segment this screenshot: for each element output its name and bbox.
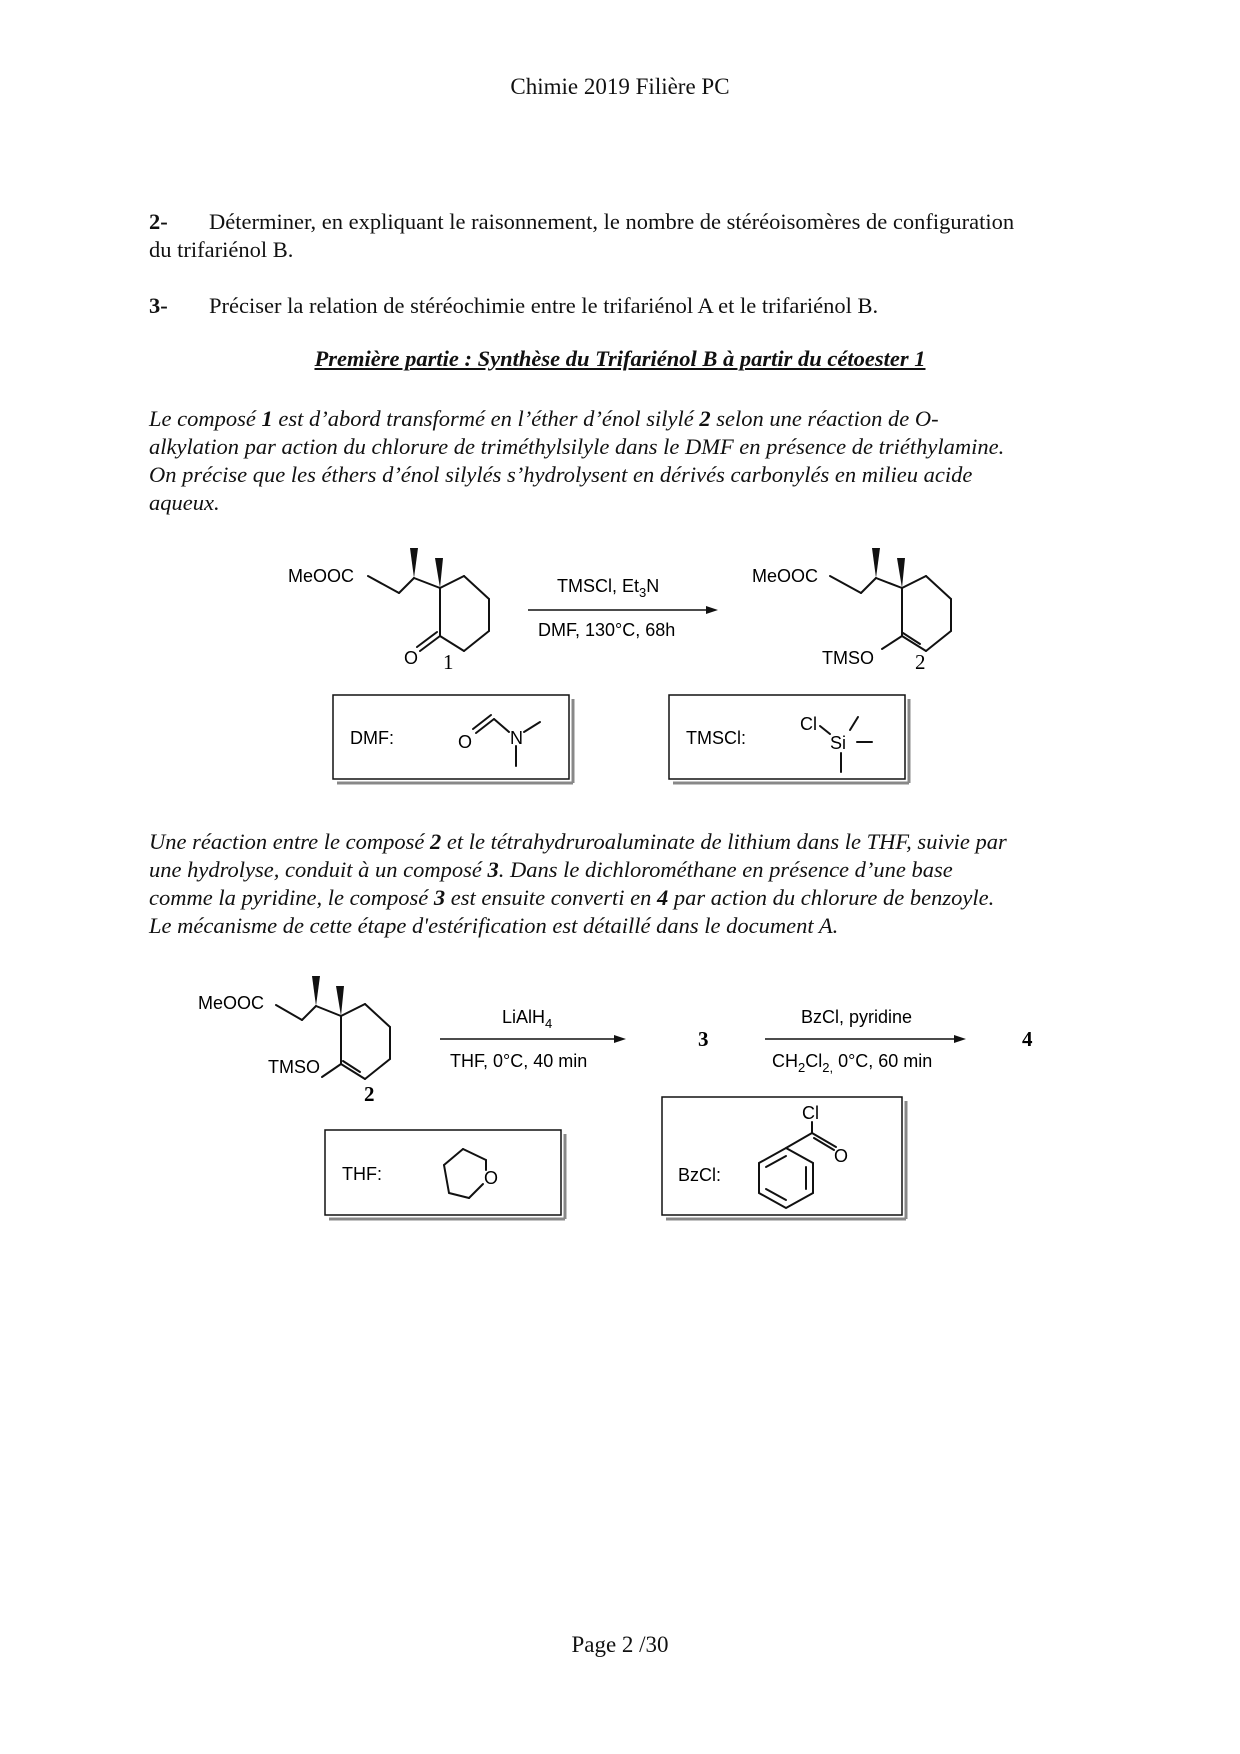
tmscl-box-label: TMSCl: bbox=[686, 728, 746, 748]
dmf-oxygen-label: O bbox=[458, 732, 473, 752]
paragraph-line: aqueux. bbox=[149, 490, 220, 515]
reaction-scheme-2 bbox=[0, 960, 1240, 1240]
reagent-label: LiAlH$_4$ bbox=[502, 1007, 553, 1031]
paragraph-line: Le composé 1 est d’abord transformé en l’éther d’énol silylé 2 selon une réaction de O- bbox=[149, 406, 939, 431]
paragraph-line: une hydrolyse, conduit à un composé 3. Dans le dichlorométhane en présence d’une base bbox=[149, 857, 953, 882]
reaction-scheme-1 bbox=[0, 520, 1240, 800]
reagent-label: TMSCl, $Et_3N$ bbox=[557, 576, 660, 600]
compound-2-label: 2 bbox=[915, 650, 926, 674]
bzcl-chlorine-label: Cl bbox=[802, 1103, 819, 1123]
thf-oxygen-label: O bbox=[484, 1168, 499, 1188]
compound-4-label: 4 bbox=[1022, 1027, 1033, 1051]
ketone-oxygen-label: O bbox=[404, 648, 419, 668]
arrow-head bbox=[954, 1035, 966, 1043]
question-text: Déterminer, en expliquant le raisonnement, le nombre de stéréoisomères de configuration bbox=[209, 209, 1015, 234]
paragraph-line: Le mécanisme de cette étape d'estérification est détaillé dans le document A. bbox=[149, 913, 839, 938]
wedge-bond bbox=[897, 558, 905, 588]
page-header: Chimie 2019 Filière PC bbox=[510, 74, 730, 99]
conditions-label: $CH_2Cl_{2,}$ 0°C, 60 min bbox=[772, 1051, 933, 1075]
question-text: Préciser la relation de stéréochimie entre le trifariénol A et le trifariénol B. bbox=[209, 293, 879, 318]
paragraph-intro bbox=[149, 405, 1099, 517]
bzcl-oxygen-label: O bbox=[834, 1146, 849, 1166]
ester-label: MeOOC bbox=[198, 993, 265, 1013]
wedge-bond bbox=[435, 558, 443, 588]
wedge-bond bbox=[312, 976, 320, 1006]
question-2 bbox=[149, 208, 1099, 264]
tmscl-silicon-label: Si bbox=[830, 733, 847, 753]
reagent-label: BzCl, pyridine bbox=[801, 1007, 913, 1027]
ester-label: MeOOC bbox=[288, 566, 355, 586]
ester-label: MeOOC bbox=[752, 566, 819, 586]
tmscl-chlorine-label: Cl bbox=[800, 714, 817, 734]
question-number: 3- bbox=[149, 293, 168, 318]
tmso-label: TMSO bbox=[822, 648, 874, 668]
thf-box-label: THF: bbox=[342, 1164, 382, 1184]
paragraph-line: alkylation par action du chlorure de triméthylsilyle dans le DMF en présence de triéthylamine. bbox=[149, 434, 1005, 459]
compound-2-label: 2 bbox=[364, 1082, 375, 1106]
section-title: Première partie : Synthèse du Trifariénol B à partir du cétoester 1 bbox=[314, 346, 926, 371]
conditions-label: DMF, 130°C, 68h bbox=[538, 620, 676, 640]
paragraph-line: Une réaction entre le composé 2 et le tétrahydruroaluminate de lithium dans le THF, suivie par bbox=[149, 829, 1007, 854]
tmso-label: TMSO bbox=[268, 1057, 320, 1077]
wedge-bond bbox=[336, 986, 344, 1016]
paragraph-line: On précise que les éthers d’énol silylés s’hydrolysent en dérivés carbonylés en milieu acide bbox=[149, 462, 973, 487]
page-footer: Page 2 /30 bbox=[571, 1632, 669, 1657]
dmf-nitrogen-label: N bbox=[510, 728, 523, 748]
dmf-box-label: DMF: bbox=[350, 728, 394, 748]
conditions-label: THF, 0°C, 40 min bbox=[450, 1051, 588, 1071]
arrow-head bbox=[614, 1035, 626, 1043]
question-text-continued: du trifariénol B. bbox=[149, 237, 294, 262]
wedge-bond bbox=[872, 548, 880, 578]
question-3 bbox=[149, 292, 1099, 320]
paragraph-line: comme la pyridine, le composé 3 est ensuite converti en 4 par action du chlorure de benzoyle. bbox=[149, 885, 995, 910]
compound-1-label: 1 bbox=[443, 650, 454, 674]
compound-3-label: 3 bbox=[698, 1027, 709, 1051]
question-number: 2- bbox=[149, 209, 168, 234]
paragraph-reduction bbox=[149, 828, 1099, 940]
bzcl-box-label: BzCl: bbox=[678, 1165, 722, 1185]
arrow-head bbox=[706, 606, 718, 614]
wedge-bond bbox=[410, 548, 418, 578]
